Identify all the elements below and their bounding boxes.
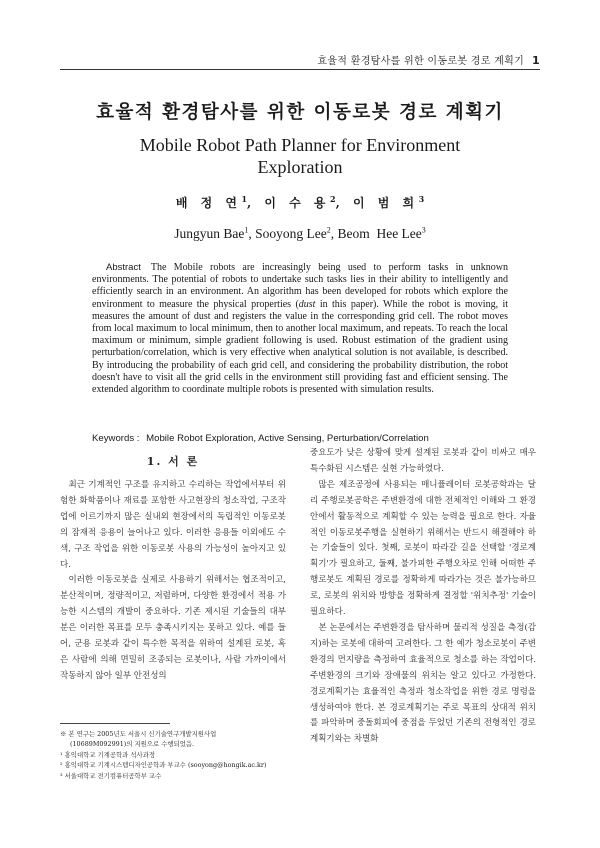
author-en-3: Beom Hee Lee: [337, 226, 422, 241]
footnote-funding-cont: (10689M092991)의 지원으로 수행되었음.: [70, 740, 195, 749]
author-en-2-sup: 2: [326, 225, 331, 235]
title-english-line1: Mobile Robot Path Planner for Environment: [139, 135, 461, 155]
footnotes: [60, 729, 290, 781]
running-header: [60, 52, 540, 66]
right-paragraph-1: 중요도가 낮은 상황에 맞게 설계된 로봇과 같이 비싸고 매우 특수화된 시스템은 실현 가능하였다.: [310, 448, 536, 474]
author-en-1-sup: 1: [244, 225, 249, 235]
author-ko-1-sup: 1: [241, 194, 248, 204]
right-paragraph-2: 많은 제조공정에 사용되는 매니퓰레이터 로봇공학과는 달리 주행로봇공학은 주변환경에 대한 전체적인 이해와 그 환경 안에서 활동적으로 계획할 수 있는 능력을 필요로 한다. 자율적인 이동로봇주행을 실현하기 위해서는 반드시 해결해야 하는 기술들이 있다. 첫째, 로봇이 따라갈 길을 선택할 '경로계획기'가 필요하고, 둘째, 불가피한 주행오차로 인해 어떠한 주행로봇도 계획된 경로를 정확하게 따라가는 것은 불가능하므로, 로봇의 위치와 방향을 정확하게 결정할 '위치추정' 기술이 필요하다.: [310, 479, 536, 618]
title-english-line2: Exploration: [257, 157, 343, 177]
author-ko-1: 배 정 연: [175, 196, 242, 210]
abstract-text-2: in this paper). While the robot is moving, it measures the amount of dust and registers the value in the corresponding grid cell. The robot moves from local maximum to local minimum, then to another local maximum, and repeats. To reach the local maximum or minimum, simple gradient following is used. Robust estimation of the gradient using perturbation/correlation, which is very effective when analytical solution is not available, is described. By introducing the probability of each grid cell, and considering the probability distribution, the robot doesn't have to visit all the grid cells in the environment still providing fast and efficient sensing. The extended algorithm to coordinate multiple robots is presented with simulation results.: [92, 298, 509, 396]
section-heading-introduction: 1. 서 론: [146, 455, 200, 468]
author-ko-3: 이 범 희: [352, 196, 419, 210]
authors-english: [60, 226, 540, 242]
keywords-text: Mobile Robot Exploration, Active Sensing, Perturbation/Correlation: [146, 433, 429, 444]
abstract: [92, 262, 508, 396]
left-paragraph-2: 이러한 이동로봇을 실제로 사용하기 위해서는 협조적이고, 분산적이며, 정량적이고, 저렴하며, 다양한 환경에서 적용 가능한 시스템의 개발이 중요하다. 기존 제시된 기술들의 대부분은 이러한 목표를 모두 충족시키지는 못하고 있다. 예를 들어, 군용 로봇과 같이 특수한 목적을 위하여 설계된 로봇, 혹은 사람에 의해 면밀히 조종되는 로봇이나, 사람 가까이에서 작동하지 않아 일부 안전성의: [60, 575, 286, 681]
author-ko-2: 이 수 용: [264, 196, 331, 210]
title-korean: 효율적 환경탐사를 위한 이동로봇 경로 계획기: [96, 102, 504, 123]
author-en-sep-1: ,: [248, 226, 256, 241]
running-title: 효율적 환경탐사를 위한 이동로봇 경로 계획기: [317, 56, 525, 67]
author-en-2: Sooyong Lee: [255, 226, 327, 241]
author-ko-sep-1: ,: [247, 196, 265, 210]
left-column: [60, 478, 286, 685]
author-ko-2-sup: 2: [330, 194, 336, 204]
author-en-3-sup: 3: [421, 225, 426, 235]
abstract-emphasis: dust: [298, 298, 316, 310]
footnote-rule: [60, 723, 170, 724]
author-en-1: Jungyun Bae: [174, 226, 245, 241]
author-ko-sep-2: ,: [335, 196, 353, 210]
footnote-author-2: ² 홍익대학교 기계시스템디자인공학과 부교수 (sooyong@hongik.ac.kr): [60, 761, 267, 770]
author-ko-3-sup: 3: [418, 194, 425, 204]
abstract-label: Abstract: [106, 262, 141, 273]
footnote-funding: ※ 본 연구는 2005년도 서울시 신기술연구개발지원사업: [60, 730, 217, 738]
header-rule: [60, 69, 540, 70]
keywords-label: Keywords :: [92, 433, 140, 444]
footnote-author-3: ³ 서울대학교 전기컴퓨터공학부 교수: [60, 771, 162, 780]
keywords: [92, 433, 508, 444]
authors-korean: [60, 194, 540, 211]
page-number: 1: [532, 54, 540, 67]
author-en-sep-2: ,: [330, 226, 338, 241]
title-english: [60, 134, 540, 178]
right-column: [310, 446, 536, 748]
right-paragraph-3: 본 논문에서는 주변환경을 탐사하며 물리적 성질을 측정(감지)하는 로봇에 대하여 고려한다. 그 한 예가 청소로봇이 주변환경의 먼지량을 측정하여 효율적으로 청소를 하는 작업이다. 주변환경의 크기와 장애물의 위치는 알고 있다고 가정한다. 경로계획기는 효율적인 측정과 청소작업을 위한 경로 명령을 생성하여야 한다. 본 경로계획기는 주로 목표의 상대적 위치를 파악하며 중돌회피에 중점을 두었던 기존의 전형적인 경로계획기와는 차별화: [310, 622, 536, 745]
abstract-text-1: The Mobile robots are increasingly being used to perform tasks in unknown environments. The potential of robots to undertake such tasks lies in their ability to intelligently and efficiently search in an environment. An algorithm has been developed for robots which explore the environment to measure the physical properties (: [92, 262, 508, 310]
footnote-author-1: ¹ 홍익대학교 기계공학과 석사과정: [60, 750, 156, 759]
left-paragraph-1: 최근 기계적인 구조를 유지하고 수리하는 작업에서부터 위험한 화학품이나 재료를 포함한 사고현장의 청소작업, 구조작업에 이르기까지 많은 실내외 현장에서의 독립적인 이동로봇의 잠재적 응용이 늘어나고 있다. 이러한 응용들 이외에도 수색, 구조 작업을 위한 이동로봇 사용의 가능성이 높아지고 있다.: [60, 480, 286, 570]
